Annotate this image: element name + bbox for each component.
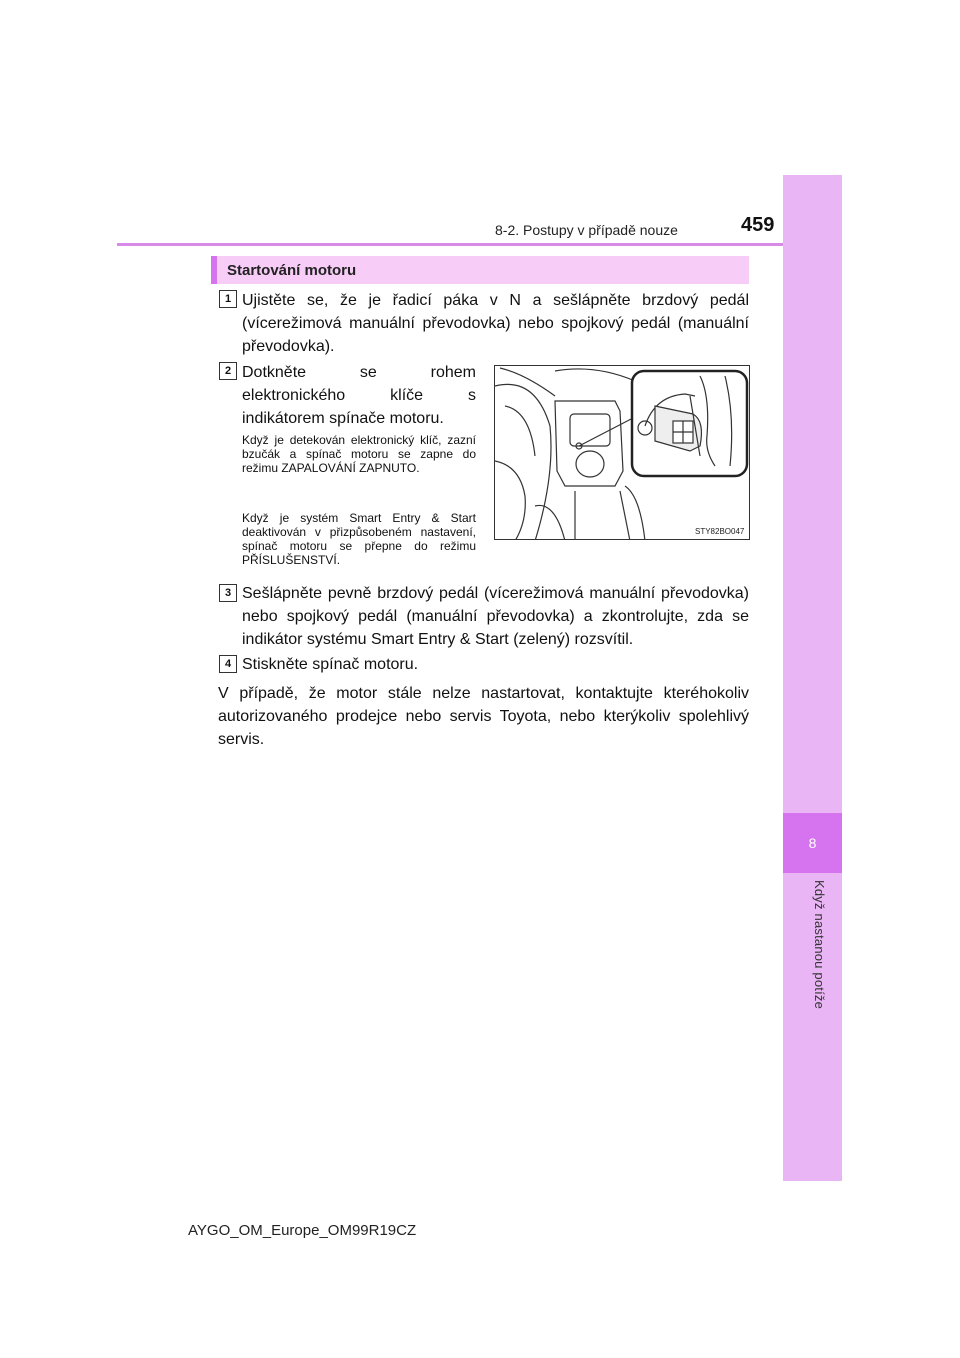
step-3-number: 3 xyxy=(219,584,237,602)
step-3-text: Sešlápněte pevně brzdový pedál (vícerežimová manuální převodovka) nebo spojkový pedál (manuální převodovka) a zkontrolujte, zda se indikátor systému Smart Entry & Start (zelený) rozsvítil. xyxy=(242,585,749,648)
page-number: 459 xyxy=(741,214,775,236)
header-section-title: 8-2. Postupy v případě nouze xyxy=(495,222,678,238)
step-4-text: Stiskněte spínač motoru. xyxy=(242,656,419,673)
step-1-text: Ujistěte se, že je řadicí páka v N a sešlápněte brzdový pedál (vícerežimová manuální převodovka) nebo spojkový pedál (manuální převodovka). xyxy=(242,292,749,355)
chapter-label: Když nastanou potíže xyxy=(812,880,827,1010)
step-2-text: Dotkněte se rohem elektronického klíče s indikátorem spínače motoru. xyxy=(242,364,476,427)
header-divider xyxy=(117,243,783,246)
step-2-note-1: Když je detekován elektronický klíč, zazní bzučák a spínač motoru se zapne do režimu ZAPALOVÁNÍ ZAPNUTO. xyxy=(242,433,476,475)
dashboard-drawing xyxy=(495,366,750,540)
closing-paragraph: V případě, že motor stále nelze nastartovat, kontaktujte kteréhokoliv autorizovaného prodejce nebo servis Toyota, nebo kterýkoliv spolehlivý servis. xyxy=(218,685,749,748)
figure-code: STY82BO047 xyxy=(695,527,745,536)
step-1-number: 1 xyxy=(219,290,237,308)
step-2-number: 2 xyxy=(219,362,237,380)
side-tab xyxy=(783,175,842,1181)
section-title xyxy=(211,256,749,284)
chapter-number-tab[interactable]: 8 xyxy=(783,813,842,873)
document-footer: AYGO_OM_Europe_OM99R19CZ xyxy=(188,1222,417,1239)
step-2-note-2: Když je systém Smart Entry & Start deaktivován v přizpůsobeném nastavení, spínač motoru se přepne do režimu PŘÍSLUŠENSTVÍ. xyxy=(242,511,476,567)
step-4-number: 4 xyxy=(219,655,237,673)
engine-switch-illustration xyxy=(494,365,750,540)
section-title-text: Startování motoru xyxy=(227,261,357,279)
